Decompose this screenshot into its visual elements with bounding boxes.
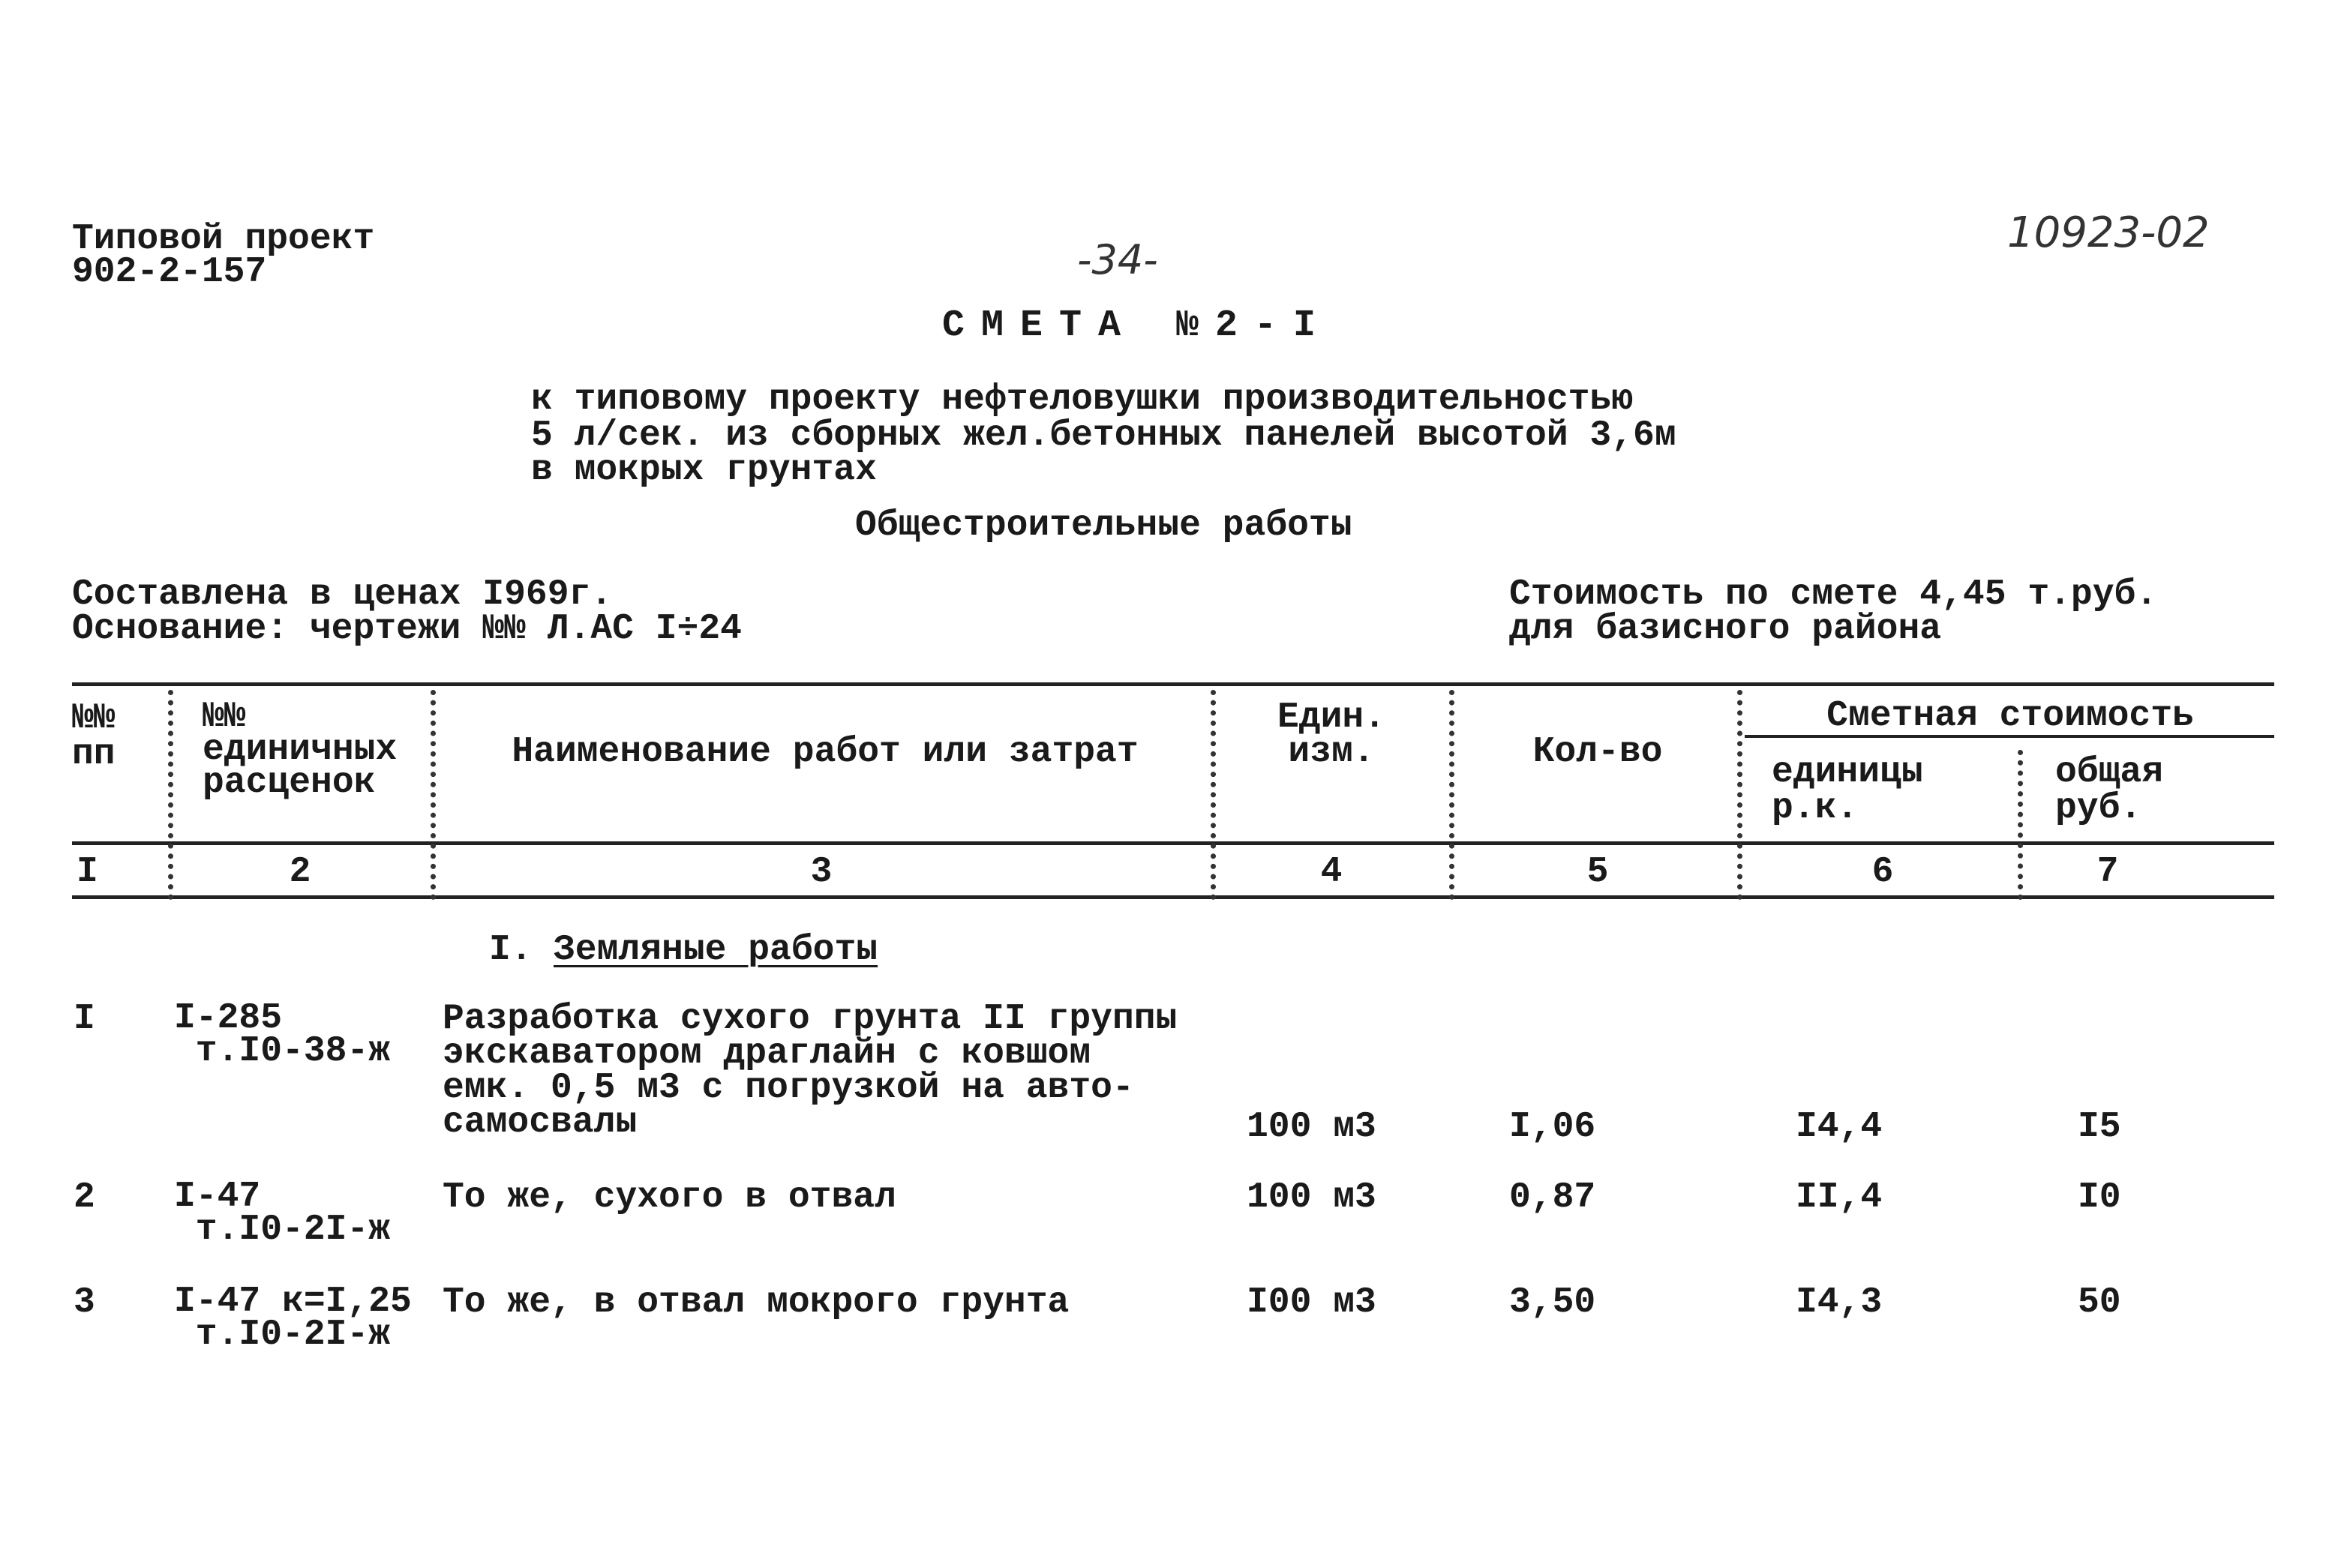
- row-qty: 0,87: [1509, 1177, 1596, 1218]
- row-unit-cost: I4,3: [1796, 1282, 1883, 1323]
- section-heading: Общестроительные работы: [855, 505, 1352, 546]
- subtitle-line-1: к типовому проекту нефтеловушки производительностью: [531, 379, 1634, 420]
- row-number: 2: [74, 1177, 95, 1218]
- row-name: Разработка сухого грунта II группы экскаватором драглайн с ковшом емк. 0,5 м3 с погрузкой на авто- самосвалы: [443, 999, 1178, 1143]
- col-header-total: общая руб.: [2055, 752, 2164, 829]
- region: для базисного района: [1509, 609, 1942, 649]
- row-number: I: [74, 999, 95, 1039]
- row-unit-cost: II,4: [1796, 1177, 1883, 1218]
- subtitle-line-2: 5 л/сек. из сборных жел.бетонных панелей высотой 3,6м: [531, 415, 1676, 456]
- row-code: I-285 т.I0-38-ж: [174, 998, 391, 1072]
- col-header-unit-cost: единицы р.к.: [1772, 752, 1923, 829]
- document-title: СМЕТА №2-I: [942, 304, 1333, 347]
- row-name: То же, в отвал мокрого грунта: [443, 1282, 1070, 1323]
- subtitle-line-3: в мокрых грунтах: [531, 450, 877, 490]
- col-header-name: Наименование работ или затрат: [512, 732, 1139, 772]
- col-number-7: 7: [2096, 852, 2119, 892]
- col-separator-3: [1211, 690, 1216, 900]
- row-code: I-47 к=I,25 т.I0-2I-ж: [174, 1282, 412, 1355]
- col-number-1: I: [77, 852, 98, 892]
- row-unit: 100 м3: [1247, 1107, 1376, 1147]
- row-number: 3: [74, 1282, 95, 1323]
- numbers-bottom-rule: [72, 895, 2274, 899]
- col-separator-5: [1737, 690, 1742, 900]
- estimate-cost: Стоимость по смете 4,45 т.руб.: [1509, 574, 2158, 615]
- table-top-rule: [72, 682, 2274, 686]
- row-name: То же, сухого в отвал: [443, 1177, 896, 1218]
- col-separator-2: [431, 690, 436, 900]
- section-title: Земляные работы: [554, 930, 878, 970]
- row-unit-cost: I4,4: [1796, 1107, 1883, 1147]
- col-header-unit: Един. изм.: [1277, 697, 1386, 772]
- col-header-cost-group: Сметная стоимость: [1826, 696, 2194, 736]
- col-number-6: 6: [1871, 852, 1894, 892]
- row-qty: I,06: [1509, 1107, 1596, 1147]
- prices-year: Составлена в ценах I969г.: [72, 574, 613, 615]
- basis: Основание: чертежи №№ Л.АС I÷24: [72, 609, 742, 649]
- row-unit: I00 м3: [1247, 1282, 1376, 1323]
- col-number-2: 2: [289, 852, 311, 892]
- col-header-num: №№ пп: [72, 698, 116, 775]
- row-total: I0: [2078, 1177, 2121, 1218]
- col-number-4: 4: [1320, 852, 1343, 892]
- col-separator-4: [1449, 690, 1454, 900]
- header-bottom-rule: [72, 841, 2274, 845]
- col-separator-6: [2018, 750, 2023, 900]
- section-number: I.: [489, 930, 533, 970]
- col-header-qty: Кол-во: [1532, 732, 1663, 772]
- project-number: 902-2-157: [72, 252, 267, 292]
- row-code: I-47 т.I0-2I-ж: [174, 1177, 391, 1250]
- project-label: Типовой проект: [72, 219, 375, 259]
- col-number-5: 5: [1586, 852, 1609, 892]
- archive-number: 10923-02: [2007, 208, 2210, 257]
- row-qty: 3,50: [1509, 1282, 1596, 1323]
- col-header-code: №№ единичных расценок: [203, 697, 398, 803]
- row-total: I5: [2078, 1107, 2121, 1147]
- page-number: -34-: [1077, 236, 1158, 283]
- col-number-3: 3: [810, 852, 833, 892]
- row-unit: 100 м3: [1247, 1177, 1376, 1218]
- row-total: 50: [2078, 1282, 2121, 1323]
- col-separator-1: [168, 690, 173, 900]
